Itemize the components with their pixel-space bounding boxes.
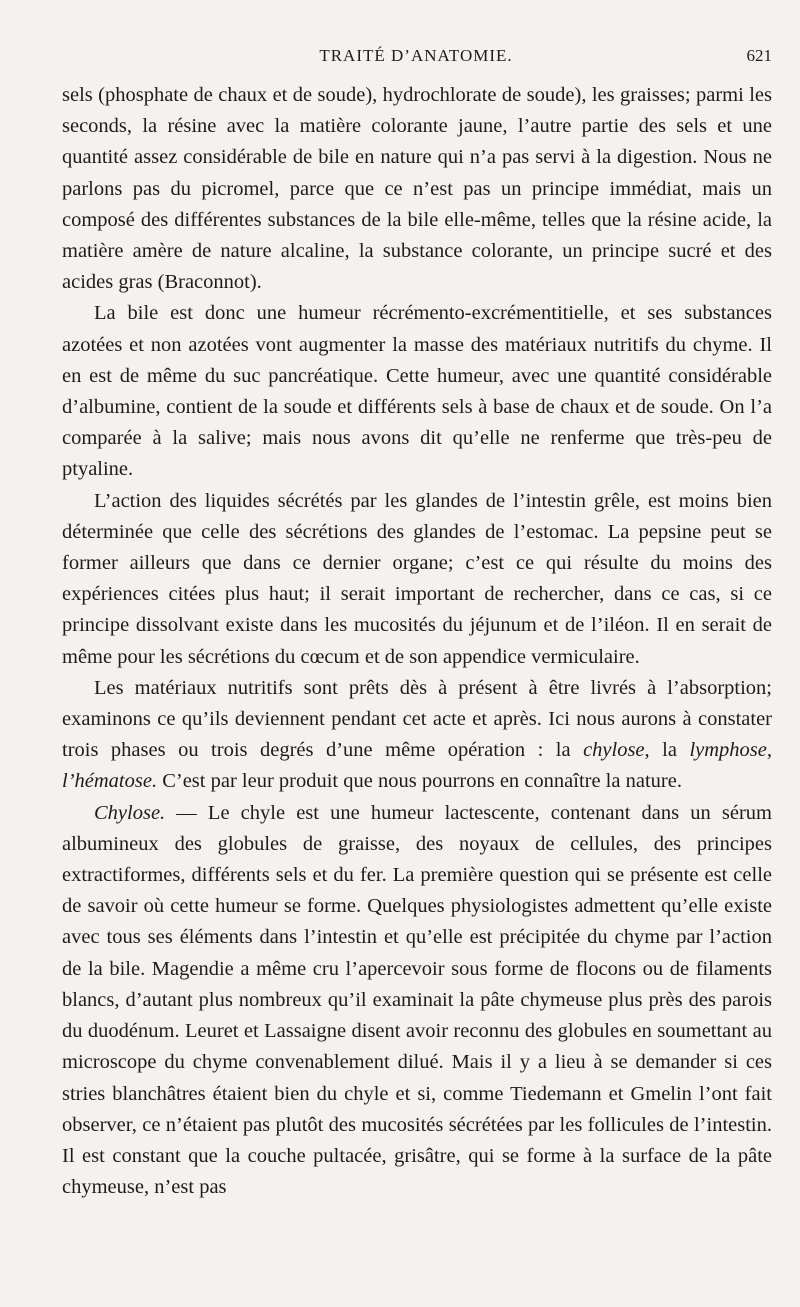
page-number: 621 xyxy=(746,46,772,65)
paragraph-1 xyxy=(62,80,772,298)
paragraph-text: C’est par leur produit que nous pourrons en connaître la nature. xyxy=(157,770,682,793)
term-hematose: l’hématose. xyxy=(62,770,158,793)
page-header xyxy=(60,44,772,74)
paragraph-text: L’action des liquides sécrétés par les glandes de l’intestin grêle, est moins bien déterminée que celle des sécrétions des glandes de l’estomac. La pepsine peut se former ailleurs que dans ce dernier organe; c’est ce qui résulte du moins des expériences citées plus haut; il serait important de rechercher, dans ce cas, si ce principe dissolvant existe dans les mucosités du jéjunum et de l’iléon. Il en serait de même pour les sécrétions du cœcum et de son appendice vermiculaire. xyxy=(62,489,772,668)
running-title: TRAITÉ D’ANATOMIE. xyxy=(319,46,513,65)
paragraph-4 xyxy=(62,673,772,798)
paragraph-text: La bile est donc une humeur récrémento-excrémentitielle, et ses substances azotées et non azotées vont augmenter la masse des matériaux nutritifs du chyme. Il en est de même du suc pancréatique. Cette humeur, avec une quantité considérable d’albumine, contient de la soude et différents sels à base de chaux et de soude. On l’a comparée à la salive; mais nous avons dit qu’elle ne renferme que très-peu de ptyaline. xyxy=(62,302,772,481)
paragraph-3 xyxy=(62,486,772,673)
body-text xyxy=(62,80,772,1203)
paragraph-2 xyxy=(62,298,772,485)
paragraph-text: Les matériaux nutritifs sont prêts dès à présent à être livrés à l’absorption; examinons ce qu’ils deviennent pendant cet acte et après. Ici nous aurons à constater trois phases ou trois degrés d’une même opération : la xyxy=(62,676,772,762)
paragraph-text: — Le chyle est une humeur lactescente, contenant dans un sérum albumineux des globules de graisse, des noyaux de cellules, des principes extractiformes, différents sels et du fer. La première question qui se présente est celle de savoir où cette humeur se forme. Quelques physiologistes admettent qu’elle existe avec tous ses éléments dans l’intestin et qu’elle est précipitée du chyme par l’action de la bile. Magendie a même cru l’apercevoir sous forme de flocons ou de filaments blancs, d’autant plus nombreux qu’il examinait la pâte chymeuse plus près des parois du duodénum. Leuret et Lassaigne disent avoir reconnu des globules en soumettant au microscope du chyme convenablement dilué. Mais il y a lieu à se demander si ces stries blanchâtres étaient bien du chyle et si, comme Tiedemann et Gmelin l’ont fait observer, ce n’étaient pas plutôt des mucosités sécrétées par les follicules de l’intestin. Il est constant que la couche pultacée, grisâtre, qui se forme à la surface de la pâte chymeuse, n’est pas xyxy=(62,801,772,1199)
term-chylose: chylose, xyxy=(583,739,650,762)
term-lymphose: lymphose, xyxy=(689,739,772,762)
paragraph-text: sels (phosphate de chaux et de soude), hydrochlorate de soude), les graisses; parmi les seconds, la résine avec la matière colorante jaune, l’autre partie des sels et une quantité assez considérable de bile en nature qui n’a pas servi à la digestion. Nous ne parlons pas du picromel, parce que ce n’est pas un principe immédiat, mais un composé des différentes substances de la bile elle-même, telles que la résine acide, la matière amère de nature alcaline, la substance colorante, un principe sucré et des acides gras (Braconnot). xyxy=(62,84,772,294)
paragraph-text: la xyxy=(649,739,690,762)
paragraph-5 xyxy=(62,798,772,1204)
section-heading-chylose: Chylose. xyxy=(94,801,166,824)
